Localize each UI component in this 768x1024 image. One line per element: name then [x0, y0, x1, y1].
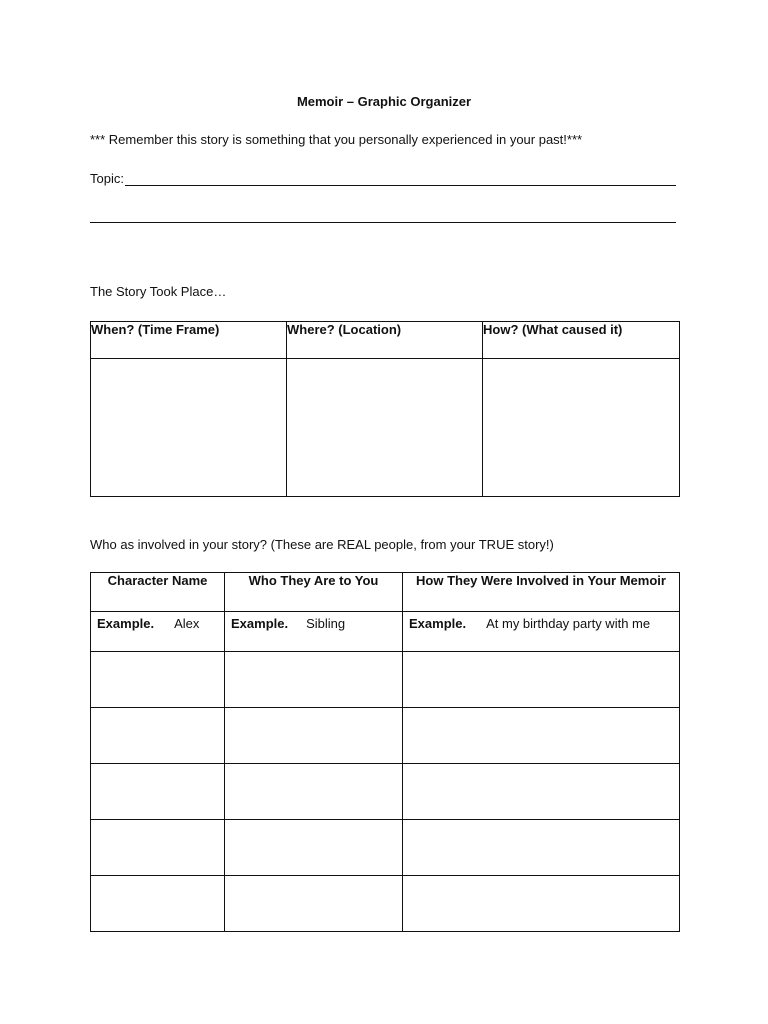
- character-involvement-cell[interactable]: [403, 708, 680, 764]
- story-place-label: The Story Took Place…: [90, 284, 227, 299]
- how-cell[interactable]: [483, 359, 680, 497]
- topic-fill-line[interactable]: [125, 170, 676, 186]
- character-name-cell[interactable]: [91, 652, 225, 708]
- story-place-answer-row: [91, 359, 680, 497]
- example-name: Alex: [174, 616, 200, 631]
- character-relation-cell[interactable]: [225, 764, 403, 820]
- example-label: Example.: [97, 616, 155, 631]
- character-row: [91, 708, 680, 764]
- page-title: Memoir – Graphic Organizer: [296, 94, 472, 109]
- where-cell[interactable]: [287, 359, 483, 497]
- character-row: [91, 652, 680, 708]
- example-row: [91, 612, 680, 652]
- story-place-table: [90, 321, 680, 497]
- character-row: [91, 876, 680, 932]
- example-involvement: At my birthday party with me: [486, 616, 651, 631]
- topic-label: Topic:: [90, 171, 124, 186]
- character-involvement-cell[interactable]: [403, 876, 680, 932]
- character-row: [91, 764, 680, 820]
- characters-table: [90, 572, 680, 932]
- topic-field[interactable]: [90, 170, 676, 186]
- character-name-cell[interactable]: [91, 820, 225, 876]
- character-relation-cell[interactable]: [225, 652, 403, 708]
- example-name-cell: [91, 612, 225, 652]
- where-header: Where? (Location): [287, 322, 483, 359]
- involvement-header: How They Were Involved in Your Memoir: [403, 573, 680, 612]
- character-name-cell[interactable]: [91, 876, 225, 932]
- reminder-text: *** Remember this story is something that you personally experienced in your past!***: [90, 132, 583, 147]
- example-label: Example.: [231, 616, 289, 631]
- how-header: How? (What caused it): [483, 322, 680, 359]
- character-name-cell[interactable]: [91, 764, 225, 820]
- character-involvement-cell[interactable]: [403, 820, 680, 876]
- characters-label: Who as involved in your story? (These are REAL people, from your TRUE story!): [90, 537, 554, 552]
- character-relation-cell[interactable]: [225, 820, 403, 876]
- character-name-cell[interactable]: [91, 708, 225, 764]
- characters-header-row: [91, 573, 680, 612]
- character-relation-cell[interactable]: [225, 708, 403, 764]
- character-involvement-cell[interactable]: [403, 764, 680, 820]
- character-row: [91, 820, 680, 876]
- when-header: When? (Time Frame): [91, 322, 287, 359]
- relation-header: Who They Are to You: [225, 573, 403, 612]
- topic-continuation-line[interactable]: [90, 222, 676, 223]
- character-involvement-cell[interactable]: [403, 652, 680, 708]
- example-label: Example.: [409, 616, 467, 631]
- example-relation: Sibling: [306, 616, 346, 631]
- example-involvement-cell: [403, 612, 680, 652]
- example-relation-cell: [225, 612, 403, 652]
- story-place-header-row: [91, 322, 680, 359]
- character-name-header: Character Name: [91, 573, 225, 612]
- when-cell[interactable]: [91, 359, 287, 497]
- character-relation-cell[interactable]: [225, 876, 403, 932]
